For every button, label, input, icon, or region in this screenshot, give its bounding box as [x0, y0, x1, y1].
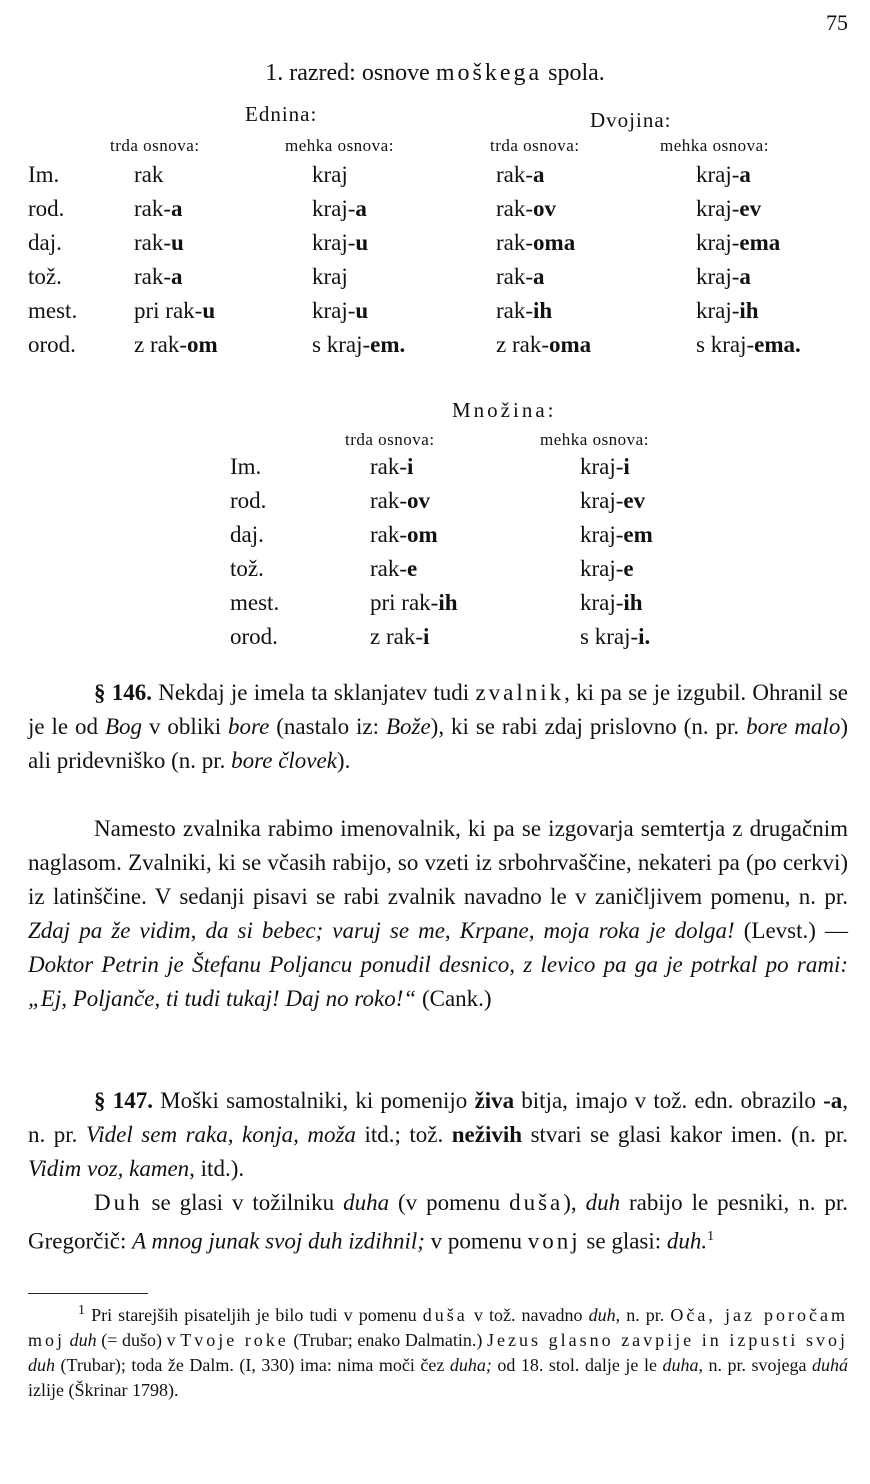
declension-form: [370, 454, 413, 480]
page-heading: [0, 60, 870, 87]
declension-form: [134, 332, 218, 358]
form-stem: rak-: [496, 162, 534, 187]
form-stem: pri rak-: [370, 590, 439, 615]
form-stem: s kraj-: [580, 624, 639, 649]
declension-form: [134, 298, 215, 324]
declension-form: [312, 332, 405, 358]
declension-form: [370, 590, 458, 616]
form-stem: rak-: [370, 522, 408, 547]
paragraph: [28, 676, 848, 778]
group-label-dvojina: Dvojina:: [590, 108, 672, 132]
italic-text: duha: [662, 1355, 699, 1375]
form-stem: rak: [134, 162, 164, 187]
text-run: ),: [563, 1190, 586, 1215]
bold-text: § 146.: [94, 680, 152, 705]
form-ending: a: [171, 196, 183, 221]
declension-form: [696, 196, 761, 222]
bold-text: -a: [823, 1088, 843, 1113]
form-stem: kraj-: [580, 556, 624, 581]
form-stem: rak-: [370, 454, 408, 479]
form-stem: rak-: [496, 298, 534, 323]
form-stem: kraj-: [580, 522, 624, 547]
form-ending: oma: [533, 230, 576, 255]
form-stem: rak-: [134, 264, 172, 289]
case-label: tož.: [230, 556, 264, 581]
form-ending: a: [533, 264, 545, 289]
form-stem: rak-: [134, 230, 172, 255]
italic-text: duh: [69, 1330, 97, 1350]
footnote-marker: 1: [78, 1303, 85, 1318]
form-ending: a: [533, 162, 545, 187]
text-run: , n. pr.: [28, 1088, 849, 1147]
declension-form: [312, 196, 367, 222]
declension-form: [312, 162, 348, 188]
declension-form: [312, 298, 368, 324]
italic-text: Videl sem raka, konja, moža: [85, 1122, 356, 1147]
text-run: Moški samostalniki, ki pomenijo: [152, 1088, 475, 1113]
text-run: rabijo le pesniki, n. pr. Gregorčič:: [28, 1190, 848, 1254]
text-run: ), ki se rabi zdaj prislovno (n. pr.: [430, 714, 747, 739]
form-ending: u: [355, 298, 369, 323]
italic-text: bore človek: [231, 748, 337, 773]
declension-form: [134, 264, 183, 290]
form-stem: s kraj-: [696, 332, 755, 357]
form-ending: om: [187, 332, 218, 357]
italic-text: Vidim voz, kamen,: [28, 1156, 195, 1181]
case-label: mest.: [230, 590, 280, 615]
form-ending: em.: [370, 332, 406, 357]
form-stem: kraj-: [696, 162, 740, 187]
form-ending: em: [623, 522, 653, 547]
text-run: (Trubar; enako Dalmatin.): [288, 1330, 487, 1350]
text-run: se glasi v tožilniku: [142, 1190, 344, 1215]
text-run: se glasi:: [580, 1228, 667, 1254]
case-label: orod.: [230, 624, 278, 649]
form-stem: z rak-: [496, 332, 549, 357]
declension-form: [370, 522, 438, 548]
bold-text: živa: [474, 1088, 515, 1113]
form-ending: ema: [739, 230, 781, 255]
form-ending: a: [171, 264, 183, 289]
text-run: (v pomenu: [389, 1190, 510, 1215]
declension-form: [696, 298, 759, 324]
form-stem: kraj-: [696, 264, 740, 289]
form-stem: kraj-: [696, 196, 740, 221]
page-number: 75: [826, 10, 848, 35]
declension-form: [312, 264, 348, 290]
italic-text: duh.: [666, 1228, 708, 1254]
italic-text: bore malo: [746, 714, 841, 739]
italic-text: Bože: [385, 714, 431, 739]
declension-form: [580, 590, 643, 616]
form-stem: rak-: [134, 196, 172, 221]
bold-text: § 147.: [94, 1088, 153, 1113]
italic-text: duha: [343, 1190, 390, 1215]
form-stem: kraj-: [312, 230, 356, 255]
col-label-dvojina-mehka: mehka osnova:: [660, 136, 769, 155]
case-label: mest.: [28, 298, 78, 323]
declension-form: [134, 196, 183, 222]
italic-text: duh: [28, 1355, 55, 1375]
text-run: , n. pr.: [615, 1305, 671, 1325]
text-run: stvari se glasi kakor imen. (n. pr.: [522, 1122, 849, 1147]
form-ending: i.: [638, 624, 651, 649]
col-label-ednina-trda: trda osnova:: [110, 136, 200, 155]
text-run: (Trubar); toda že Dalm. (I, 330) ima: nima moči čez: [55, 1355, 450, 1375]
paragraph: [28, 1084, 848, 1186]
form-stem: kraj-: [580, 488, 624, 513]
form-ending: i: [407, 454, 414, 479]
declension-form: [696, 332, 801, 358]
form-stem: kraj-: [580, 454, 624, 479]
spaced-text: Duh: [94, 1190, 143, 1215]
form-stem: rak-: [496, 264, 534, 289]
spaced-text: Jezus glasno zavpije in izpusti svoj: [487, 1330, 848, 1350]
text-run: v obliki: [142, 714, 229, 739]
text-run: ) ali pridevniško (n. pr.: [28, 714, 848, 773]
italic-text: Doktor Petrin je Štefanu Poljancu ponudil desnico, z levico pa ga je potrkal po rami: „Ej, Poljanče, ti tudi tukaj! Daj no roko!“: [28, 952, 848, 1011]
heading-spaced: moškega: [435, 60, 543, 86]
italic-text: duhá: [812, 1355, 848, 1375]
form-ending: ema.: [754, 332, 801, 357]
text-run: v tož. navadno: [467, 1305, 589, 1325]
text-run: itd.).: [194, 1156, 245, 1181]
form-ending: a: [739, 162, 751, 187]
case-label: daj.: [230, 522, 264, 547]
declension-form: [134, 162, 163, 188]
col-label-ednina-mehka: mehka osnova:: [285, 136, 394, 155]
form-stem: kraj-: [696, 298, 740, 323]
form-ending: i: [623, 454, 630, 479]
form-ending: a: [355, 196, 367, 221]
form-ending: ov: [533, 196, 557, 221]
declension-form: [312, 230, 368, 256]
form-stem: kraj-: [580, 590, 624, 615]
form-ending: om: [407, 522, 438, 547]
form-stem: kraj: [312, 264, 348, 289]
paragraph: [28, 1186, 848, 1259]
spaced-text: duša: [509, 1190, 564, 1215]
text-run: Pri starejših pisateljih je bilo tudi v pomenu: [85, 1305, 423, 1325]
case-label: tož.: [28, 264, 62, 289]
paragraph: [28, 812, 848, 1016]
declension-form: [696, 162, 751, 188]
footnote: [28, 1298, 848, 1403]
form-ending: a: [739, 264, 751, 289]
case-label: rod.: [230, 488, 267, 513]
group-label-mnozina: Množina:: [452, 398, 557, 422]
form-stem: rak-: [370, 488, 408, 513]
text-run: , ki pa se je izgubil. Ohranil se je le od: [28, 680, 848, 739]
text-run: (Cank.): [416, 986, 492, 1011]
case-label: daj.: [28, 230, 62, 255]
declension-form: [580, 488, 645, 514]
declension-form: [580, 624, 650, 650]
declension-form: [580, 454, 630, 480]
spaced-text: Oča, jaz poročam moj: [28, 1305, 849, 1350]
col-label-dvojina-trda: trda osnova:: [490, 136, 580, 155]
italic-text: Zdaj pa že vidim, da si bebec; varuj se me, Krpane, moja roka je dolga!: [28, 918, 735, 943]
declension-form: [696, 230, 780, 256]
form-ending: u: [355, 230, 369, 255]
declension-form: [496, 230, 575, 256]
form-ending: u: [171, 230, 184, 255]
heading-prefix: 1. razred: osnove: [265, 60, 436, 86]
form-stem: kraj: [312, 162, 348, 187]
bold-text: neživih: [451, 1122, 523, 1147]
declension-form: [370, 488, 430, 514]
case-label: rod.: [28, 196, 65, 221]
col-label-mnozina-trda: trda osnova:: [345, 430, 435, 449]
spaced-text: vonj: [527, 1228, 581, 1254]
text-run: izlije (Škrinar 1798).: [28, 1380, 179, 1400]
form-stem: rak-: [496, 196, 534, 221]
form-stem: kraj-: [312, 196, 356, 221]
form-stem: rak-: [370, 556, 408, 581]
declension-form: [580, 522, 653, 548]
declension-form: [496, 196, 556, 222]
italic-text: duh: [588, 1305, 616, 1325]
italic-text: duh: [585, 1190, 621, 1215]
spaced-text: duša: [422, 1305, 468, 1325]
declension-form: [134, 230, 184, 256]
spaced-text: Tvoje roke: [180, 1330, 289, 1350]
italic-text: duha;: [449, 1355, 492, 1375]
declension-form: [496, 298, 552, 324]
footnote-marker: 1: [707, 1229, 715, 1244]
form-stem: z rak-: [370, 624, 423, 649]
form-stem: s kraj-: [312, 332, 371, 357]
form-ending: ev: [739, 196, 762, 221]
text-run: , n. pr. svojega: [698, 1355, 812, 1375]
text-run: Namesto zvalnika rabimo imenovalnik, ki pa se izgovarja semtertja z drugačnim naglasom. Zvalniki, ki se včasih rabijo, so vzeti iz srbohrvaščine, nekateri pa (po cerkvi) iz latinščine. V sedanji pisavi se rabi zvalnik navadno le v zaničljivem pomenu, n. pr.: [28, 816, 848, 909]
form-stem: kraj-: [312, 298, 356, 323]
text-run: (nastalo iz:: [269, 714, 386, 739]
footnote-rule: [28, 1293, 148, 1294]
form-ending: ov: [407, 488, 431, 513]
group-label-ednina: Ednina:: [245, 102, 318, 126]
form-ending: i: [423, 624, 430, 649]
case-label: Im.: [230, 454, 262, 479]
text-run: bitja, imajo v tož. edn. obrazilo: [514, 1088, 824, 1113]
form-ending: e: [623, 556, 634, 581]
form-ending: ev: [623, 488, 646, 513]
declension-form: [496, 162, 545, 188]
italic-text: A mnog junak svoj duh izdihnil;: [132, 1228, 425, 1254]
declension-form: [580, 556, 634, 582]
text-run: ).: [336, 748, 351, 773]
form-stem: z rak-: [134, 332, 187, 357]
text-run: itd.; tož.: [355, 1122, 452, 1147]
form-stem: pri rak-: [134, 298, 203, 323]
form-stem: kraj-: [696, 230, 740, 255]
text-run: (= dušo) v: [96, 1330, 181, 1350]
text-run: Nekdaj je imela ta sklanjatev tudi: [152, 680, 476, 705]
text-run: (Levst.) —: [734, 918, 848, 943]
case-label: Im.: [28, 162, 60, 187]
form-ending: ih: [623, 590, 643, 615]
italic-text: bore: [228, 714, 270, 739]
declension-form: [496, 264, 545, 290]
declension-form: [370, 556, 417, 582]
form-stem: rak-: [496, 230, 534, 255]
italic-text: Bog: [105, 714, 143, 739]
form-ending: ih: [438, 590, 458, 615]
form-ending: u: [202, 298, 216, 323]
declension-form: [496, 332, 591, 358]
case-label: orod.: [28, 332, 76, 357]
form-ending: oma: [549, 332, 592, 357]
text-run: v pomenu: [424, 1228, 528, 1254]
declension-form: [696, 264, 751, 290]
form-ending: ih: [739, 298, 759, 323]
declension-form: [370, 624, 429, 650]
spaced-text: zvalnik: [475, 680, 565, 705]
form-ending: ih: [533, 298, 553, 323]
heading-suffix: spola.: [542, 60, 605, 86]
text-run: od 18. stol. dalje je le: [491, 1355, 663, 1375]
form-ending: e: [407, 556, 418, 581]
col-label-mnozina-mehka: mehka osnova:: [540, 430, 649, 449]
